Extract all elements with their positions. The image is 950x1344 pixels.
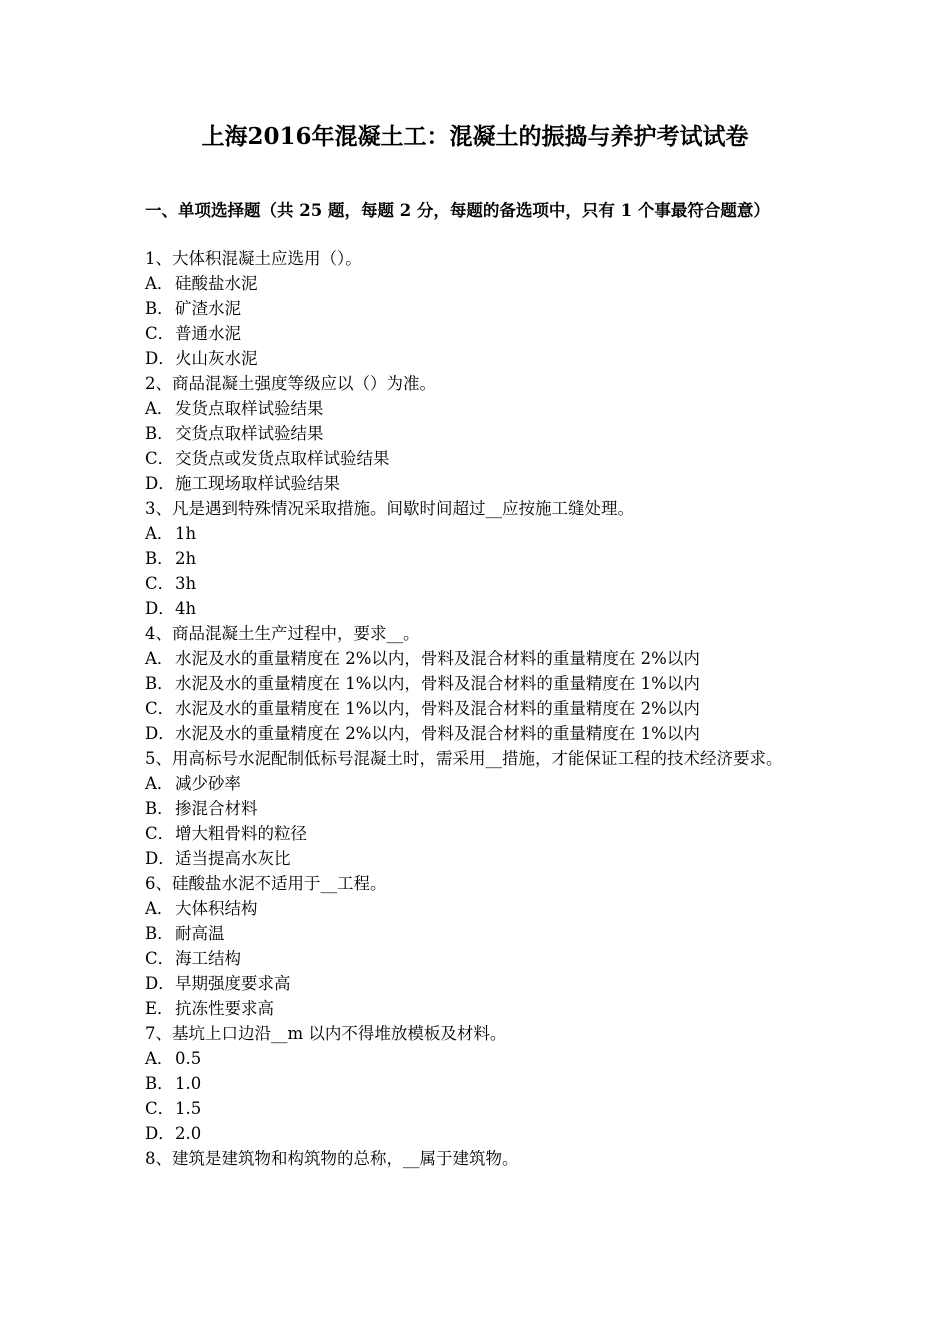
option-text: 4h — [175, 599, 197, 618]
answer-option — [145, 471, 815, 496]
option-text: 1.0 — [175, 1074, 202, 1093]
option-letter: C． — [145, 824, 175, 843]
question-stem: 3、凡是遇到特殊情况采取措施。间歇时间超过__应按施工缝处理。 — [145, 499, 634, 518]
option-text: 火山灰水泥 — [175, 349, 258, 368]
option-letter: C． — [145, 949, 175, 968]
option-letter: E． — [145, 999, 174, 1018]
answer-option — [145, 846, 815, 871]
question-stem: 4、商品混凝土生产过程中，要求__。 — [145, 624, 420, 643]
option-letter: A． — [145, 649, 174, 668]
question-stem: 6、硅酸盐水泥不适用于__工程。 — [145, 874, 387, 893]
option-text: 施工现场取样试验结果 — [175, 474, 340, 493]
option-text: 水泥及水的重量精度在 1%以内，骨料及混合材料的重量精度在 1%以内 — [175, 674, 700, 693]
option-text: 减少砂率 — [175, 774, 241, 793]
option-text: 水泥及水的重量精度在 2%以内，骨料及混合材料的重量精度在 1%以内 — [175, 724, 700, 743]
answer-option — [145, 271, 815, 296]
option-letter: D． — [145, 474, 175, 493]
question-stem: 5、用高标号水泥配制低标号混凝土时，需采用__措施，才能保证工程的技术经济要求。 — [145, 749, 783, 768]
option-text: 矿渣水泥 — [175, 299, 241, 318]
question-stem: 7、基坑上口边沿__m 以内不得堆放模板及材料。 — [145, 1024, 507, 1043]
option-text: 3h — [175, 574, 197, 593]
answer-option — [145, 921, 815, 946]
option-text: 交货点或发货点取样试验结果 — [175, 449, 390, 468]
option-text: 2.0 — [175, 1124, 202, 1143]
option-text: 海工结构 — [175, 949, 241, 968]
question-stem: 1、大体积混凝土应选用（）。 — [145, 249, 362, 268]
answer-option — [145, 646, 815, 671]
answer-option — [145, 996, 815, 1021]
document-title: 上海2016年混凝土工：混凝土的振捣与养护考试试卷 — [201, 123, 749, 150]
option-text: 增大粗骨料的粒径 — [175, 824, 307, 843]
option-letter: C． — [145, 574, 175, 593]
option-letter: D． — [145, 1124, 175, 1143]
option-letter: B． — [145, 1074, 174, 1093]
option-letter: C． — [145, 324, 175, 343]
option-text: 抗冻性要求高 — [175, 999, 274, 1018]
option-letter: D． — [145, 349, 175, 368]
question-stem: 8、建筑是建筑物和构筑物的总称，__属于建筑物。 — [145, 1149, 519, 1168]
answer-option — [145, 1121, 815, 1146]
option-text: 交货点取样试验结果 — [175, 424, 324, 443]
option-letter: A． — [145, 399, 174, 418]
answer-option — [145, 421, 815, 446]
answer-option — [145, 896, 815, 921]
option-text: 普通水泥 — [175, 324, 241, 343]
option-letter: C． — [145, 449, 175, 468]
option-text: 适当提高水灰比 — [175, 849, 291, 868]
answer-option — [145, 971, 815, 996]
option-letter: D． — [145, 599, 175, 618]
answer-option — [145, 821, 815, 846]
option-letter: D． — [145, 974, 175, 993]
option-letter: B． — [145, 924, 174, 943]
answer-option — [145, 396, 815, 421]
option-letter: B． — [145, 424, 174, 443]
option-text: 早期强度要求高 — [175, 974, 291, 993]
option-text: 发货点取样试验结果 — [175, 399, 324, 418]
answer-option — [145, 946, 815, 971]
answer-option — [145, 771, 815, 796]
question-list — [145, 246, 815, 1171]
answer-option — [145, 346, 815, 371]
option-letter: A． — [145, 774, 174, 793]
answer-option — [145, 596, 815, 621]
option-letter: C． — [145, 699, 175, 718]
option-text: 水泥及水的重量精度在 2%以内，骨料及混合材料的重量精度在 2%以内 — [175, 649, 700, 668]
option-letter: B． — [145, 799, 174, 818]
answer-option — [145, 321, 815, 346]
option-text: 水泥及水的重量精度在 1%以内，骨料及混合材料的重量精度在 2%以内 — [175, 699, 700, 718]
option-letter: A． — [145, 899, 174, 918]
option-letter: A． — [145, 524, 174, 543]
option-text: 0.5 — [175, 1049, 202, 1068]
answer-option — [145, 671, 815, 696]
option-text: 硅酸盐水泥 — [175, 274, 258, 293]
option-letter: B． — [145, 549, 174, 568]
option-letter: A． — [145, 274, 174, 293]
section-heading: 一、单项选择题（共 25 题，每题 2 分，每题的备选项中，只有 1 个事最符合题意） — [145, 201, 770, 220]
option-letter: B． — [145, 299, 174, 318]
answer-option — [145, 1046, 815, 1071]
answer-option — [145, 546, 815, 571]
option-text: 1h — [175, 524, 197, 543]
option-text: 掺混合材料 — [175, 799, 258, 818]
answer-option — [145, 296, 815, 321]
option-text: 耐高温 — [175, 924, 225, 943]
answer-option — [145, 521, 815, 546]
option-letter: A． — [145, 1049, 174, 1068]
option-text: 1.5 — [175, 1099, 202, 1118]
answer-option — [145, 721, 815, 746]
option-letter: D． — [145, 724, 175, 743]
answer-option — [145, 696, 815, 721]
question-stem: 2、商品混凝土强度等级应以（）为准。 — [145, 374, 436, 393]
answer-option — [145, 1096, 815, 1121]
answer-option — [145, 446, 815, 471]
option-letter: C． — [145, 1099, 175, 1118]
answer-option — [145, 796, 815, 821]
answer-option — [145, 1071, 815, 1096]
option-letter: B． — [145, 674, 174, 693]
option-letter: D． — [145, 849, 175, 868]
option-text: 大体积结构 — [175, 899, 258, 918]
answer-option — [145, 571, 815, 596]
option-text: 2h — [175, 549, 197, 568]
